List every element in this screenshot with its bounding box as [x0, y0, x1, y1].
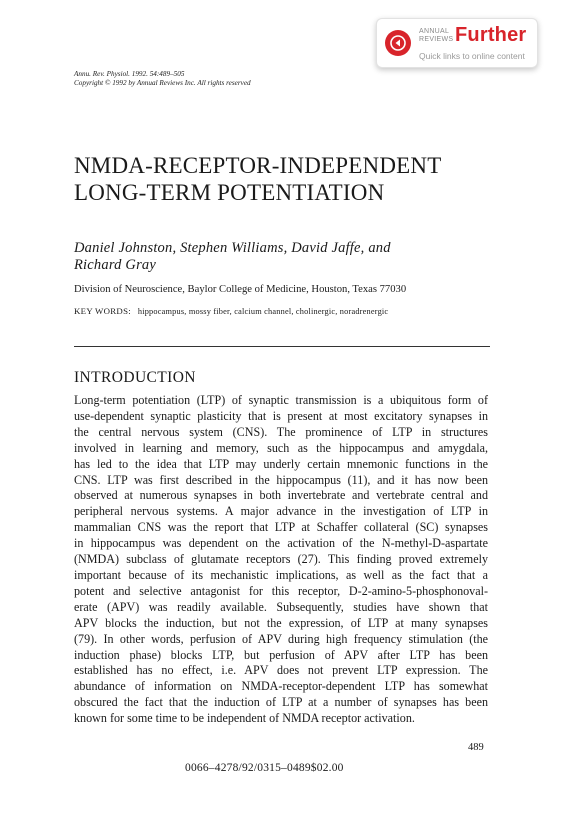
brand-further: Further: [455, 24, 527, 46]
body-line: in hippocampus was dependent on the activation of the N-methyl-D-aspartate: [74, 536, 488, 551]
article-title: [74, 152, 494, 206]
citation-line: Annu. Rev. Physiol. 1992. 54:489–505: [74, 70, 185, 78]
article-code: 0066–4278/92/0315–0489$02.00: [185, 762, 344, 774]
body-line: has led to the idea that LTP may underly certain mnemonic functions in the: [74, 456, 488, 471]
journal-citation: [74, 70, 251, 88]
title-line: NMDA-RECEPTOR-INDEPENDENT: [74, 153, 442, 178]
body-line: established has no effect, i.e. APV does not prevent LTP expression. The: [74, 663, 488, 678]
author-line: Daniel Johnston, Stephen Williams, David Jaffe, and: [74, 240, 391, 256]
body-line: obscured the fact that the induction of LTP at a number of synapses has been: [74, 695, 488, 710]
banner-tagline: Quick links to online content: [419, 51, 525, 61]
annual-reviews-further-banner[interactable]: [376, 18, 538, 68]
body-line: potent and selective antagonist for this receptor, D-2-amino-5-phosphonoval-: [74, 583, 488, 598]
body-line: Long-term potentiation (LTP) of synaptic transmission is a ubiquitous form of: [74, 393, 488, 407]
section-divider: [74, 346, 490, 347]
body-paragraph: [74, 393, 488, 727]
body-line: peripheral nervous systems. A major advance in the investigation of LTP in: [74, 504, 488, 519]
body-line: use-dependent synaptic plasticity that is present at most excitatory synapses in: [74, 408, 488, 423]
body-line: observed at numerous synapses in both invertebrate and vertebrate central and: [74, 488, 488, 503]
keywords-label: KEY WORDS:: [74, 306, 132, 316]
body-line: (NMDA) subclass of glutamate receptors (27). This finding proved extremely: [74, 552, 488, 567]
brand-annual-reviews: ANNUAL REVIEWS: [419, 28, 454, 43]
copyright-line: Copyright © 1992 by Annual Reviews Inc. All rights reserved: [74, 79, 251, 87]
body-line: known for some time to be independent of NMDA receptor activation.: [74, 711, 415, 726]
body-line: erate (APV) was readily available. Subsequently, studies have shown that: [74, 599, 488, 614]
title-line: LONG-TERM POTENTIATION: [74, 180, 385, 205]
play-arrow-icon: [385, 30, 411, 56]
author-list: [74, 240, 474, 274]
body-line: important because of its mechanistic implications, as well as the fact that a: [74, 567, 488, 582]
body-line: APV blocks the induction, but not the expression, of LTP at many synapses: [74, 615, 488, 630]
section-heading: INTRODUCTION: [74, 369, 196, 386]
body-line: mammalian CNS was the report that LTP at Schaffer collateral (SC) synapses: [74, 520, 488, 535]
author-line: Richard Gray: [74, 257, 157, 273]
body-line: involved in learning and memory, such as the hippocampus and amygdala,: [74, 440, 488, 455]
body-line: CNS. LTP was first described in the hippocampus (11), and it has now been: [74, 472, 488, 487]
body-line: the central nervous system (CNS). The prominence of LTP in structures: [74, 424, 488, 439]
body-line: (79). In other words, perfusion of APV during high frequency stimulation (the: [74, 631, 488, 646]
body-line: induction phase) blocks LTP, but perfusion of APV after LTP has been: [74, 647, 488, 662]
page-number: 489: [468, 742, 484, 753]
keywords-terms: hippocampus, mossy fiber, calcium channel, cholinergic, noradrenergic: [137, 307, 389, 316]
keywords: [74, 306, 494, 317]
affiliation: Division of Neuroscience, Baylor College of Medicine, Houston, Texas 77030: [74, 284, 407, 295]
body-line: abundance of information on NMDA-receptor-dependent LTP has somewhat: [74, 679, 488, 694]
